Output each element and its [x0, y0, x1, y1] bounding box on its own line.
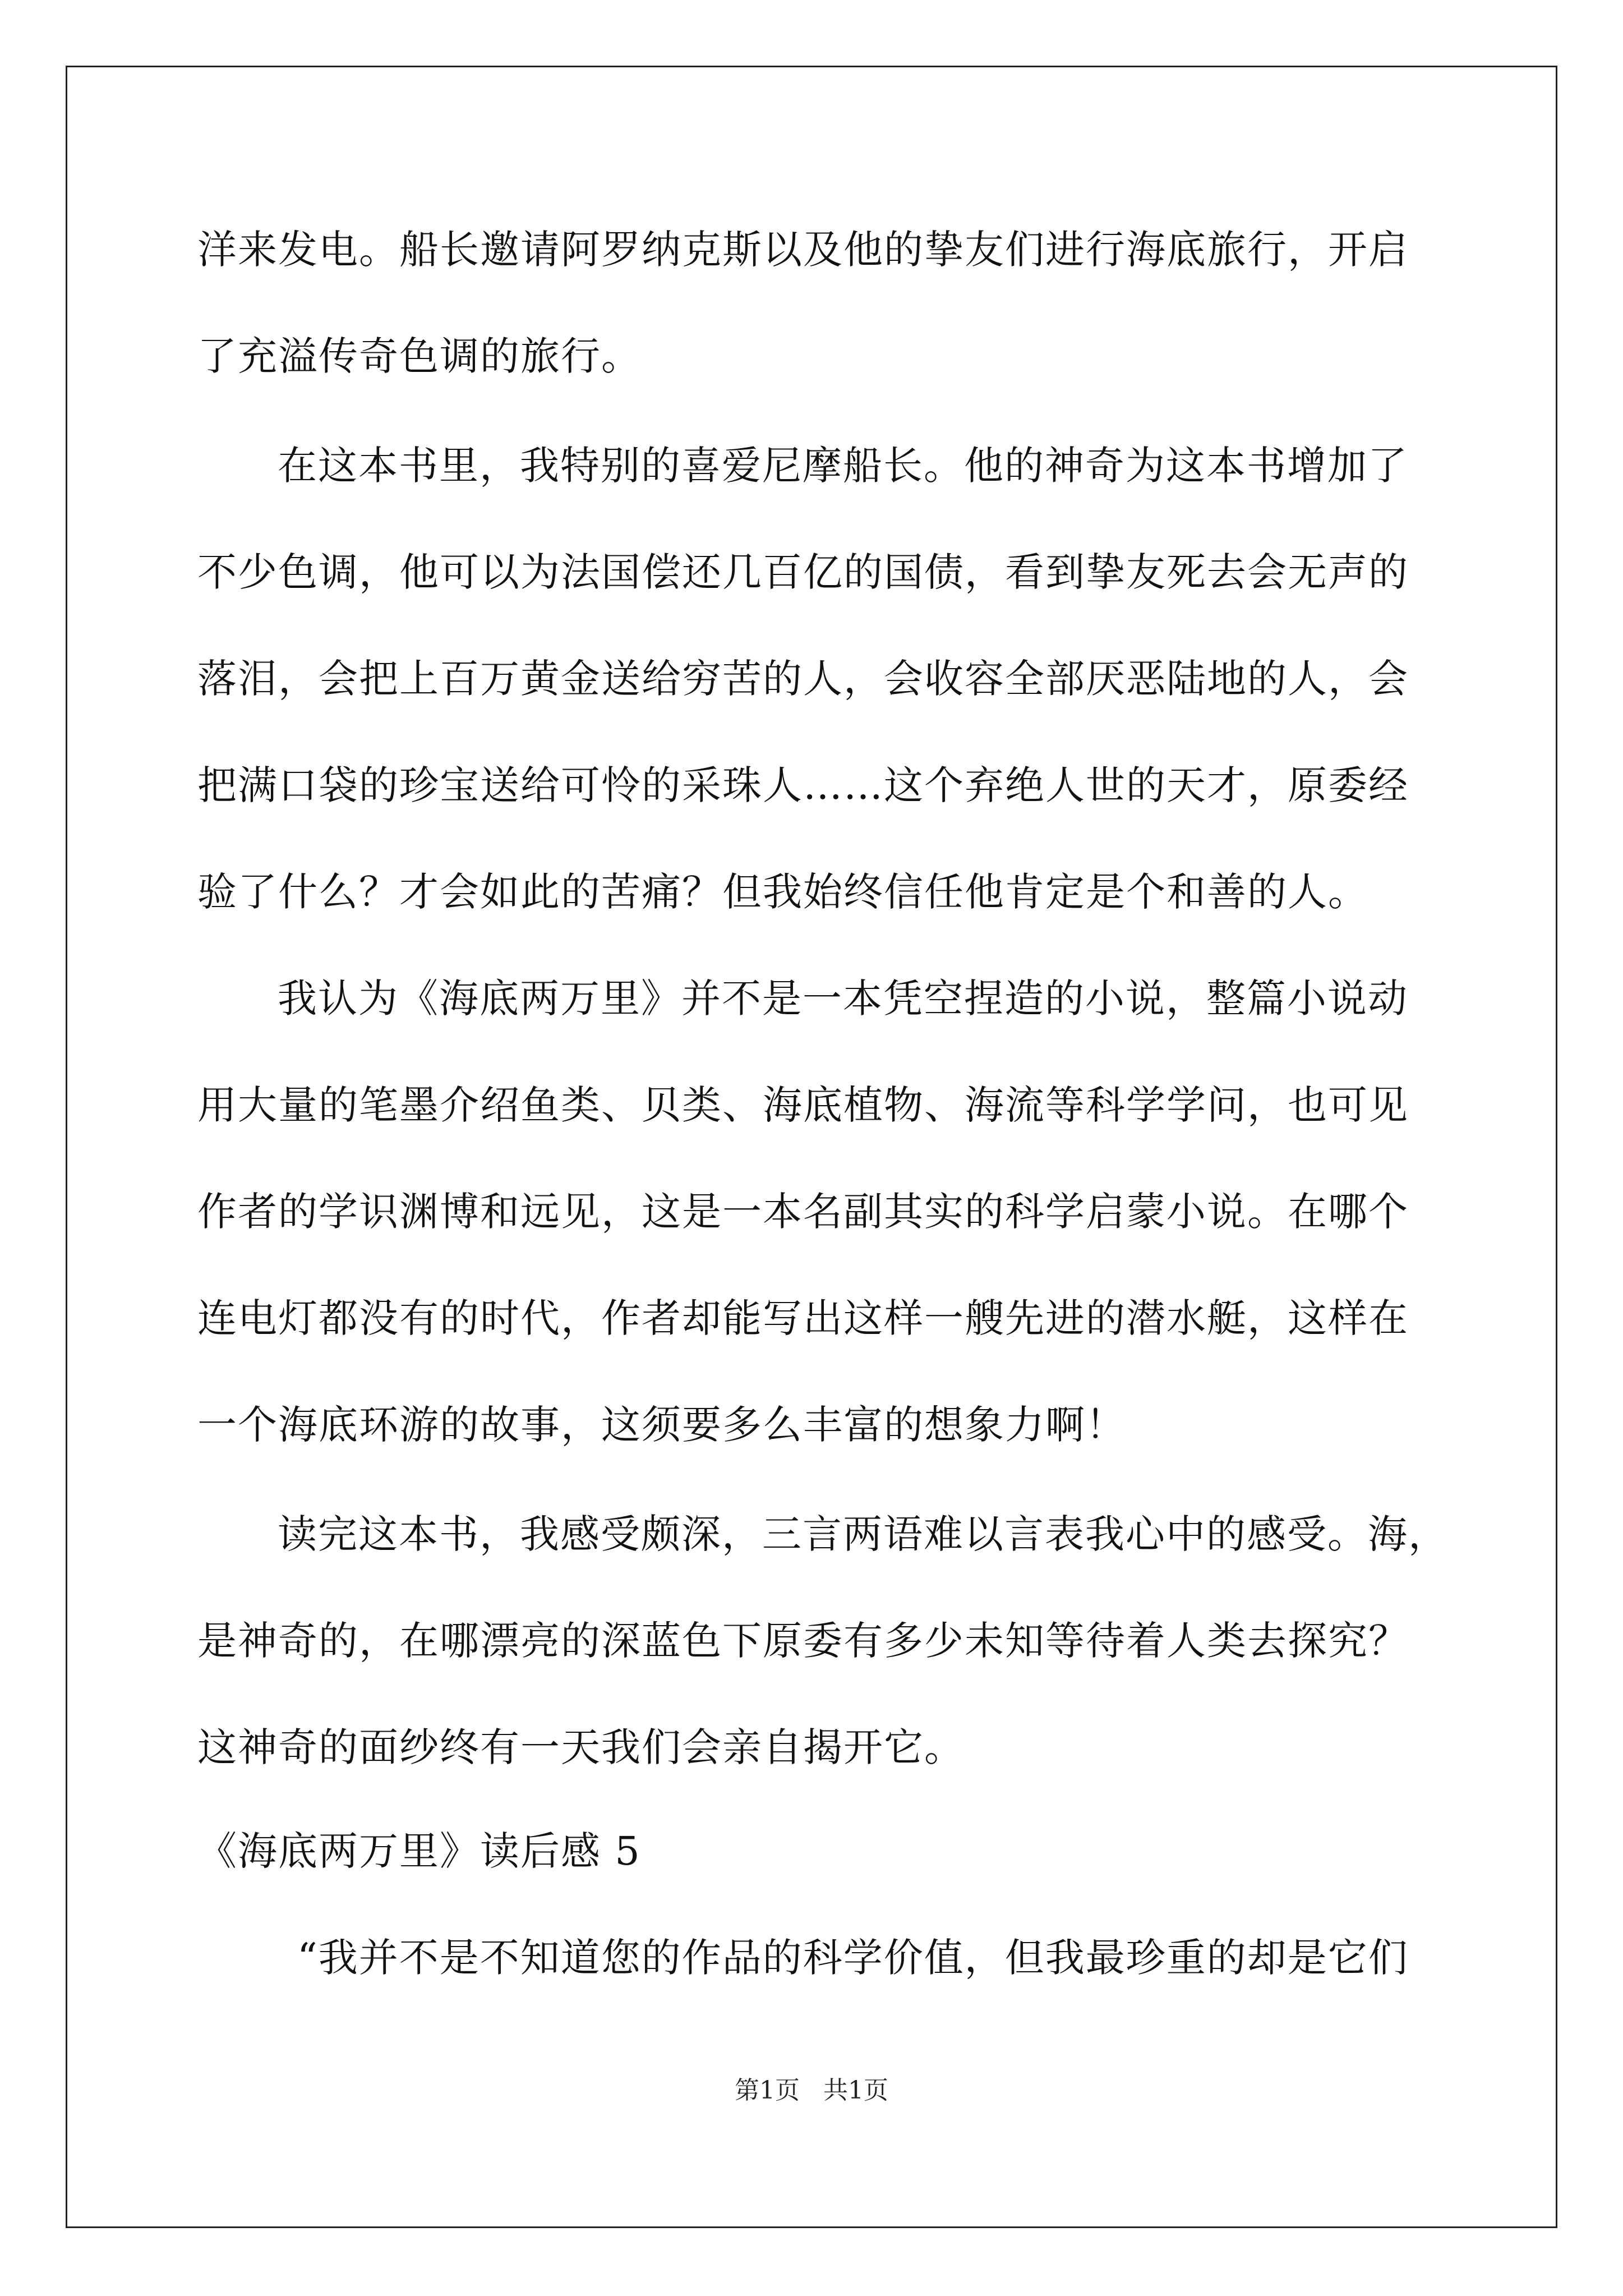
text-line: 不少色调，他可以为法国偿还几百亿的国债，看到挚友死去会无声的	[197, 549, 1409, 595]
paragraph-start-line: 我认为《海底两万里》并不是一本凭空捏造的小说，整篇小说动	[278, 976, 1408, 1022]
quote-start-line: “我并不是不知道您的作品的科学价值，但我最珍重的却是它们	[297, 1935, 1409, 1981]
section-heading: 《海底两万里》读后感 5	[197, 1828, 641, 1874]
paragraph-start-line: 在这本书里，我特别的喜爱尼摩船长。他的神奇为这本书增加了	[278, 443, 1408, 489]
text-line: 把满口袋的珍宝送给可怜的采珠人……这个弃绝人世的天才，原委经	[197, 762, 1409, 808]
text-line: 用大量的笔墨介绍鱼类、贝类、海底植物、海流等科学学问，也可见	[197, 1082, 1409, 1128]
text-line: 验了什么？才会如此的苦痛？但我始终信任他肯定是个和善的人。	[197, 869, 1368, 915]
text-line: 连电灯都没有的时代，作者却能写出这样一艘先进的潜水艇，这样在	[197, 1295, 1409, 1341]
text-line: 这神奇的面纱终有一天我们会亲自揭开它。	[197, 1724, 965, 1770]
text-line: 一个海底环游的故事，这须要多么丰富的想象力啊！	[197, 1402, 1126, 1448]
text-line: 是神奇的，在哪漂亮的深蓝色下原委有多少未知等待着人类去探究？	[197, 1618, 1409, 1664]
text-line: 洋来发电。船长邀请阿罗纳克斯以及他的挚友们进行海底旅行，开启	[197, 227, 1409, 273]
page-border	[66, 66, 1557, 2228]
paragraph-start-line: 读完这本书，我感受颇深，三言两语难以言表我心中的感受。海，	[278, 1511, 1449, 1557]
page-footer: 第1页 共1页	[735, 2076, 888, 2105]
text-line: 作者的学识渊博和远见，这是一本名副其实的科学启蒙小说。在哪个	[197, 1189, 1409, 1235]
text-line: 了充溢传奇色调的旅行。	[197, 333, 642, 379]
text-line: 落泪，会把上百万黄金送给穷苦的人，会收容全部厌恶陆地的人，会	[197, 656, 1409, 702]
